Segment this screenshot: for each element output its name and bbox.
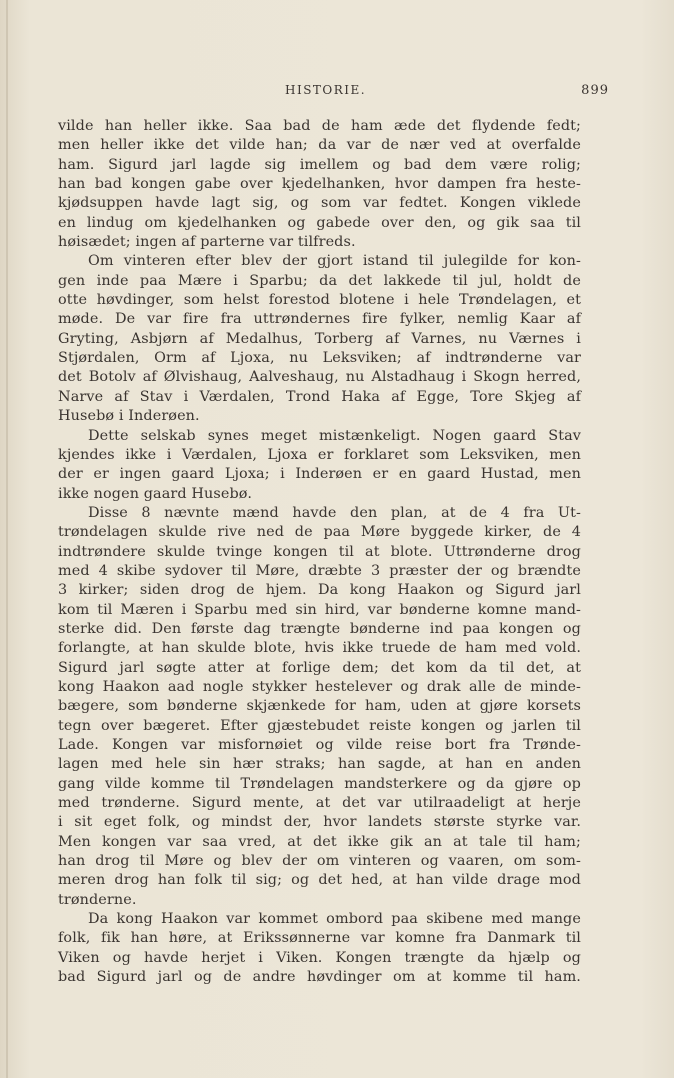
text-line: det Botolv af Ølvishaug, Aalveshaug, nu Alstadhaug i Skogn herred,	[58, 369, 581, 386]
text-line: ikke nogen gaard Husebø.	[58, 485, 252, 502]
text-line: trøndelagen skulde rive ned de paa Møre byggede kirker, de 4	[58, 524, 581, 541]
text-line: Narve af Stav i Værdalen, Trond Haka af Egge, Tore Skjeg af	[58, 388, 581, 405]
text-line: Men kongen var saa vred, at det ikke gik an at tale til ham;	[58, 833, 581, 850]
text-line: i sit eget folk, og mindst der, hvor landets største styrke var.	[58, 814, 581, 831]
text-line: Da kong Haakon var kommet ombord paa skibene med mange	[88, 911, 581, 928]
text-line: indtrøndere skulde tvinge kongen til at blote. Uttrønderne drog	[58, 543, 581, 560]
text-line: gen inde paa Mære i Sparbu; da det lakkede til jul, holdt de	[58, 272, 581, 289]
text-line: han drog til Møre og blev der om vinteren og vaaren, om som-	[58, 853, 581, 870]
text-line: Viken og havde herjet i Viken. Kongen trængte da hjælp og	[58, 949, 581, 966]
text-line: Disse 8 nævnte mænd havde den plan, at de 4 fra Ut-	[88, 504, 581, 521]
text-line: tegn over bægeret. Efter gjæstebudet reiste kongen og jarlen til	[58, 717, 581, 734]
running-title: HISTORIE.	[285, 83, 367, 97]
text-line: høisædet; ingen af parterne var tilfreds.	[58, 234, 356, 251]
text-line: han bad kongen gabe over kjedelhanken, hvor dampen fra heste-	[58, 176, 581, 193]
text-line: kjødsuppen havde lagt sig, og som var fedtet. Kongen viklede	[58, 195, 581, 212]
text-line: forlangte, at han skulde blote, hvis ikke truede de ham med vold.	[58, 640, 581, 657]
text-line: otte høvdinger, som helst forestod blotene i hele Trøndelagen, et	[58, 292, 581, 309]
text-line: bægere, som bønderne skjænkede for ham, uden at gjøre korsets	[58, 698, 581, 715]
text-line: folk, fik han høre, at Erikssønnerne var komne fra Danmark til	[58, 930, 581, 947]
text-line: med 4 skibe sydover til Møre, dræbte 3 præster der og brændte	[58, 562, 581, 579]
text-line: trønderne.	[58, 891, 137, 908]
text-line: Gryting, Asbjørn af Medalhus, Torberg af Varnes, nu Værnes i	[58, 330, 581, 347]
text-line: sterke did. Den første dag trængte bønderne ind paa kongen og	[58, 620, 581, 637]
text-line: meren drog han folk til sig; og det hed, at han vilde drage mod	[58, 872, 581, 889]
text-line: Stjørdalen, Orm af Ljoxa, nu Leksviken; af indtrønderne var	[58, 350, 581, 367]
body-text	[58, 117, 581, 987]
text-line: 3 kirker; siden drog de hjem. Da kong Haakon og Sigurd jarl	[58, 582, 581, 599]
text-line: der er ingen gaard Ljoxa; i Inderøen er en gaard Hustad, men	[58, 466, 581, 483]
text-line: ham. Sigurd jarl lagde sig imellem og bad dem være rolig;	[58, 156, 581, 173]
page-number: 899	[581, 83, 609, 98]
text-line: møde. De var fire fra uttrøndernes fire fylker, nemlig Kaar af	[58, 311, 581, 328]
text-line: vilde han heller ikke. Saa bad de ham æde det flydende fedt;	[58, 118, 581, 134]
text-line: en lindug om kjedelhanken og gabede over den, og gik saa til	[58, 214, 581, 231]
text-line: kjendes ikke i Værdalen, Ljoxa er forklaret som Leksviken, men	[58, 446, 581, 463]
page-edge-shadow	[6, 0, 8, 1078]
page-header	[95, 83, 609, 103]
text-line: Lade. Kongen var misfornøiet og vilde reise bort fra Trønde-	[58, 737, 581, 753]
text-line: kom til Mæren i Sparbu med sin hird, var bønderne komne mand-	[58, 601, 581, 618]
text-line: Sigurd jarl søgte atter at forlige dem; det kom da til det, at	[58, 659, 581, 676]
text-line: Husebø i Inderøen.	[58, 408, 200, 425]
text-line: med trønderne. Sigurd mente, at det var utilraadeligt at herje	[58, 795, 581, 812]
text-line: lagen med hele sin hær straks; han sagde, at han en anden	[58, 756, 581, 773]
text-line: kong Haakon aad nogle stykker hestelever og drak alle de minde-	[58, 678, 581, 695]
text-line: men heller ikke det vilde han; da var de nær ved at overfalde	[58, 137, 581, 154]
text-line: bad Sigurd jarl og de andre høvdinger om at komme til ham.	[58, 969, 581, 986]
text-line: Dette selskab synes meget mistænkeligt. Nogen gaard Stav	[88, 427, 581, 444]
text-line: gang vilde komme til Trøndelagen mandsterkere og da gjøre op	[58, 775, 581, 792]
text-line: Om vinteren efter blev der gjort istand til julegilde for kon-	[88, 253, 581, 270]
